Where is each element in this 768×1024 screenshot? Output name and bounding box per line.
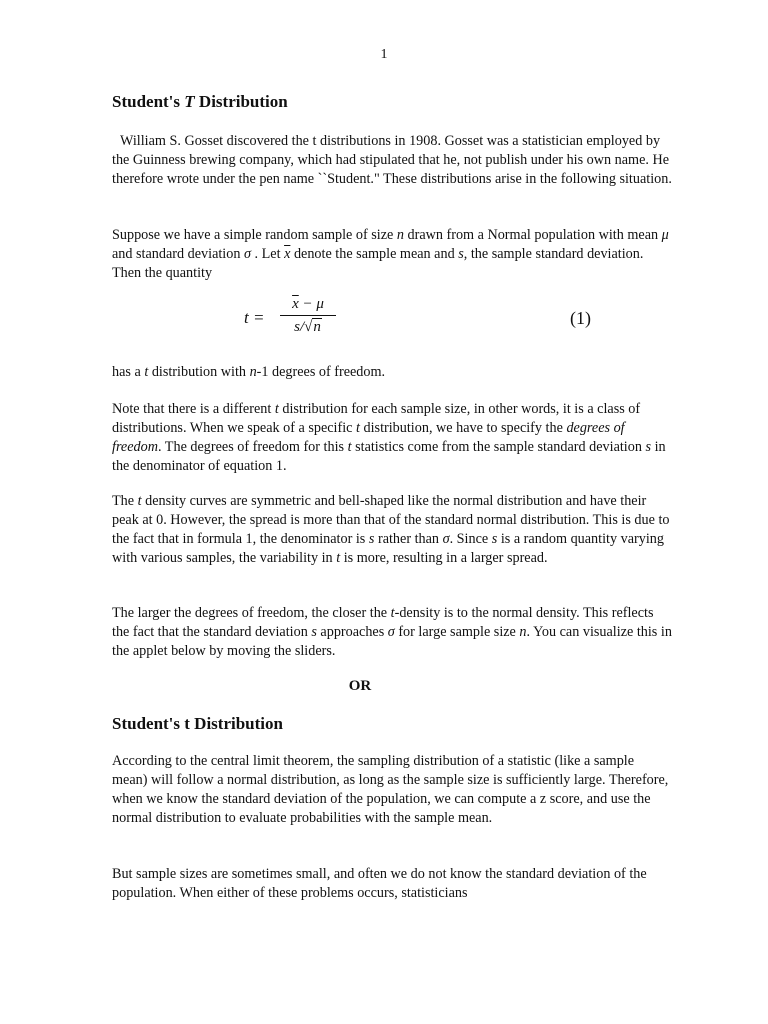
p5-text-d: . Since	[449, 531, 492, 547]
var-s: s	[458, 246, 464, 262]
var-t: t	[137, 493, 142, 509]
equation-number: (1)	[570, 308, 591, 328]
p5-text-c: rather than	[374, 531, 443, 547]
var-xbar: $\overline{x}$	[284, 246, 291, 262]
term-degrees-of-freedom: degrees of freedom	[112, 420, 625, 455]
p4-text-a: Note that there is a different	[112, 401, 275, 417]
p2-text-d: . Let	[250, 246, 285, 262]
var-sigma: σ	[442, 531, 450, 547]
p4-text-c: distribution, we have to specify the	[359, 420, 567, 436]
p6-text-a: The larger the degrees of freedom, the closer the	[112, 605, 391, 621]
paragraph-degrees-of-freedom	[112, 400, 672, 476]
p2-text-b: drawn from a Normal population with mean	[403, 227, 662, 243]
paragraph-density-curves	[112, 492, 672, 568]
paragraph-central-limit: According to the central limit theorem, the sampling distribution of a statistic (like a sample mean) will follow a normal distribution, as long as the sample size is sufficiently large. Therefore, when we know the standard deviation of the population, we can compute a z score, and use the normal distribution to evaluate probabilities with the sample mean.	[112, 753, 669, 826]
p3-text-b: distribution with	[148, 364, 250, 380]
equation-t-statistic	[244, 294, 604, 344]
p2-text-f: , the sample standard deviation. Then the quantity	[112, 246, 644, 281]
p4-text-f: in the denominator of equation 1.	[112, 439, 666, 474]
section-title-students-t: Student's t Distribution	[112, 714, 283, 733]
paragraph-gosset: William S. Gosset discovered the t distributions in 1908. Gosset was a statistician employed by the Guinness brewing company, which had stipulated that he, not publish under his own name. He therefore wrote under the pen name ``Student." These distributions arise in the following situation.	[112, 133, 672, 187]
p6-text-e: . You can visualize this in the applet below by moving the sliders.	[112, 624, 672, 659]
p5-text-b: density curves are symmetric and bell-shaped like the normal distribution and have their peak at 0. However, the spread is more than that of the standard normal distribution. This is due to the fact that in formula 1, the denominator is	[112, 493, 670, 547]
p4-text-b: distribution for each sample size, in other words, it is a class of distributions. When we speak of a specific	[112, 401, 641, 436]
eq-num-rest: − μ	[298, 296, 324, 312]
paragraph-small-samples: But sample sizes are sometimes small, and often we do not know the standard deviation of the population. When either of these problems occurs, statisticians	[112, 866, 647, 901]
var-s: s	[311, 624, 317, 640]
equation-lhs: t =	[244, 308, 265, 327]
paragraph-larger-dof	[112, 604, 672, 661]
p4-text-d: . The degrees of freedom for this	[157, 439, 348, 455]
title-suffix: Distribution	[194, 92, 288, 111]
var-n: n	[249, 364, 257, 380]
equation-fraction	[280, 294, 336, 337]
var-n: n	[519, 624, 527, 640]
or-separator: OR	[348, 678, 372, 694]
eq-slash: /	[299, 319, 305, 335]
p5-text-f: is more, resulting in a larger spread.	[340, 550, 548, 566]
sqrt-icon: √	[304, 319, 313, 335]
p4-text-e: statistics come from the sample standard deviation	[351, 439, 646, 455]
p2-text-a: Suppose we have a simple random sample of size	[112, 227, 397, 243]
paragraph-sample-setup	[112, 226, 672, 283]
section-title-students-T	[112, 92, 288, 112]
var-n: n	[396, 227, 404, 243]
eq-xbar: $\overline{x}$	[292, 296, 299, 312]
equation-denominator	[280, 317, 336, 337]
var-t: t	[347, 439, 352, 455]
var-t: t	[390, 605, 395, 621]
var-sigma: σ	[243, 246, 251, 262]
var-t: t	[274, 401, 279, 417]
p3-text-a: has a	[112, 364, 145, 380]
title-var: T	[184, 92, 195, 111]
eq-n: n	[313, 319, 321, 335]
var-t: t	[356, 420, 360, 436]
var-s: s	[491, 531, 498, 547]
p6-text-d: for large sample size	[394, 624, 520, 640]
eq-s: s	[294, 319, 300, 335]
var-s: s	[368, 531, 375, 547]
p6-text-b: -density is to the normal density. This reflects the fact that the standard deviation	[112, 605, 654, 640]
paragraph-t-distribution	[112, 363, 672, 382]
p5-text-e: is a random quantity varying with various samples, the variability in	[112, 531, 664, 566]
title-prefix: Student's	[112, 92, 185, 111]
var-t: t	[336, 550, 341, 566]
page-number: 1	[380, 47, 388, 62]
equation-numerator	[280, 294, 336, 314]
fraction-bar	[280, 315, 336, 316]
var-t: t	[144, 364, 149, 380]
p5-text-a: The	[112, 493, 138, 509]
var-mu: μ	[661, 227, 669, 243]
var-s: s	[645, 439, 652, 455]
p2-text-e: denote the sample mean and	[290, 246, 459, 262]
p6-text-c: approaches	[316, 624, 388, 640]
p3-text-c: -1 degrees of freedom.	[256, 364, 386, 380]
var-sigma: σ	[387, 624, 395, 640]
p2-text-c: and standard deviation	[112, 246, 244, 262]
